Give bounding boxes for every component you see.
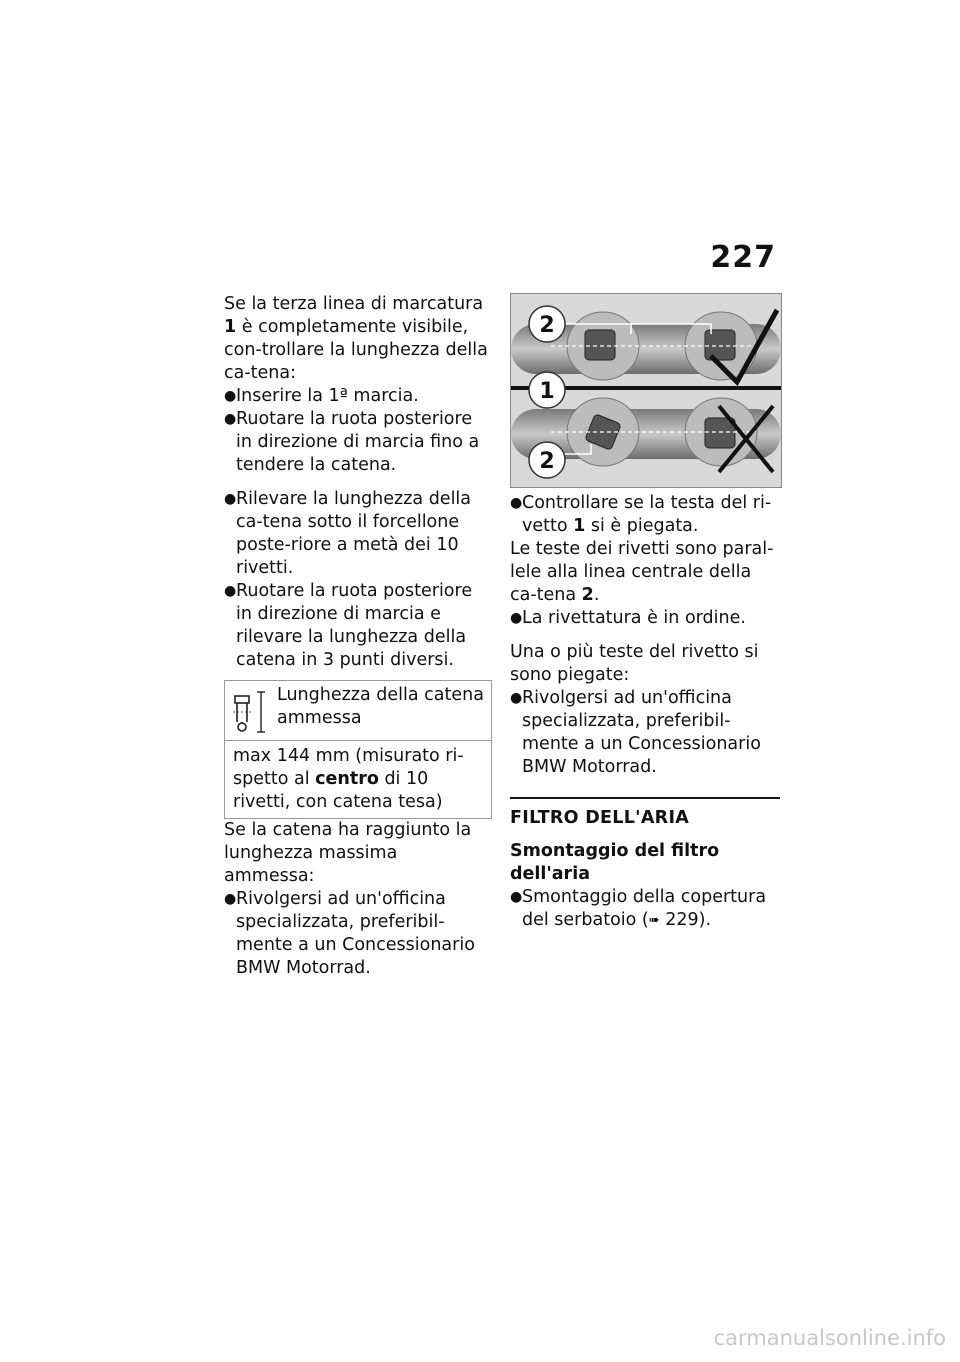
list-item: ● Ruotare la ruota posteriore in direzione di marcia e rilevare la lunghezza della catena in 3 punti diversi. xyxy=(224,581,473,670)
list-item: ● Inserire la 1ª marcia. xyxy=(224,386,419,406)
subsection-title: Smontaggio del filtro dell'aria xyxy=(510,841,720,884)
intro-paragraph: Se la terza linea di marcatura 1 è completamente visibile, con-trollare la lunghezza della ca-tena: xyxy=(224,294,488,383)
list-item: ● Ruotare la ruota posteriore in direzione di marcia fino a tendere la catena. xyxy=(224,409,480,475)
bullet-dot: ● xyxy=(510,889,523,905)
spec-value: max 144 mm (misurato ri-spetto al centro di 10 rivetti, con catena tesa) xyxy=(233,746,464,812)
left-column xyxy=(224,293,492,980)
page-reference-link[interactable]: 229 xyxy=(665,910,699,930)
bent-paragraph: Una o più teste del rivetto si sono piegate: xyxy=(510,642,759,685)
chain-rivet-figure xyxy=(510,293,782,488)
bullet-list xyxy=(224,385,492,477)
list-item: ● Rivolgersi ad un'officina specializzata, preferibil-mente a un Concessionario BMW Motorrad. xyxy=(510,688,761,777)
figure-label: 1 xyxy=(539,379,555,404)
list-item: ● Rivolgersi ad un'officina specializzata, preferibil-mente a un Concessionario BMW Motorrad. xyxy=(224,889,475,978)
bullet-list xyxy=(510,687,780,779)
spec-title: Lunghezza della catena ammessa xyxy=(277,685,484,728)
watermark: carmanualsonline.info xyxy=(713,1326,946,1350)
section-divider xyxy=(510,797,780,830)
list-item: ● La rivettatura è in ordine. xyxy=(510,608,746,628)
bullet-dot: ● xyxy=(224,491,237,507)
list-item: ● Smontaggio della copertura del serbatoio (➠ 229). xyxy=(510,887,767,930)
spec-header xyxy=(225,681,491,741)
bullet-dot: ● xyxy=(224,411,237,427)
bullet-dot: ● xyxy=(510,495,523,511)
list-item: ● Rilevare la lunghezza della ca-tena sotto il forcellone poste-riore a metà dei 10 rivetti. xyxy=(224,489,472,578)
page-number: 227 xyxy=(710,240,776,275)
bullet-dot: ● xyxy=(224,583,237,599)
bullet-dot: ● xyxy=(224,891,237,907)
bullet-dot: ● xyxy=(510,610,523,626)
bullet-list xyxy=(224,888,492,980)
bullet-dot: ● xyxy=(510,690,523,706)
arrow-reference-icon[interactable]: ➠ xyxy=(648,913,660,928)
bullet-list xyxy=(510,492,780,538)
ref-marker: 1 xyxy=(224,317,237,337)
section-title: FILTRO DELL'ARIA xyxy=(510,808,690,828)
bullet-dot: ● xyxy=(224,388,237,404)
bullet-list xyxy=(224,488,492,672)
figure-label: 2 xyxy=(539,313,555,338)
spec-box xyxy=(224,680,492,819)
figure-label: 2 xyxy=(539,449,555,474)
right-column xyxy=(510,293,780,932)
chain-length-tool-icon xyxy=(231,688,271,736)
bullet-list xyxy=(510,886,780,932)
bullet-list xyxy=(510,607,780,630)
parallel-paragraph: Le teste dei rivetti sono paral-lele alla linea centrale della ca-tena 2. xyxy=(510,539,774,605)
list-item: ● Controllare se la testa del ri-vetto 1 si è piegata. xyxy=(510,493,772,536)
after-spec-paragraph: Se la catena ha raggiunto la lunghezza massima ammessa: xyxy=(224,820,472,886)
